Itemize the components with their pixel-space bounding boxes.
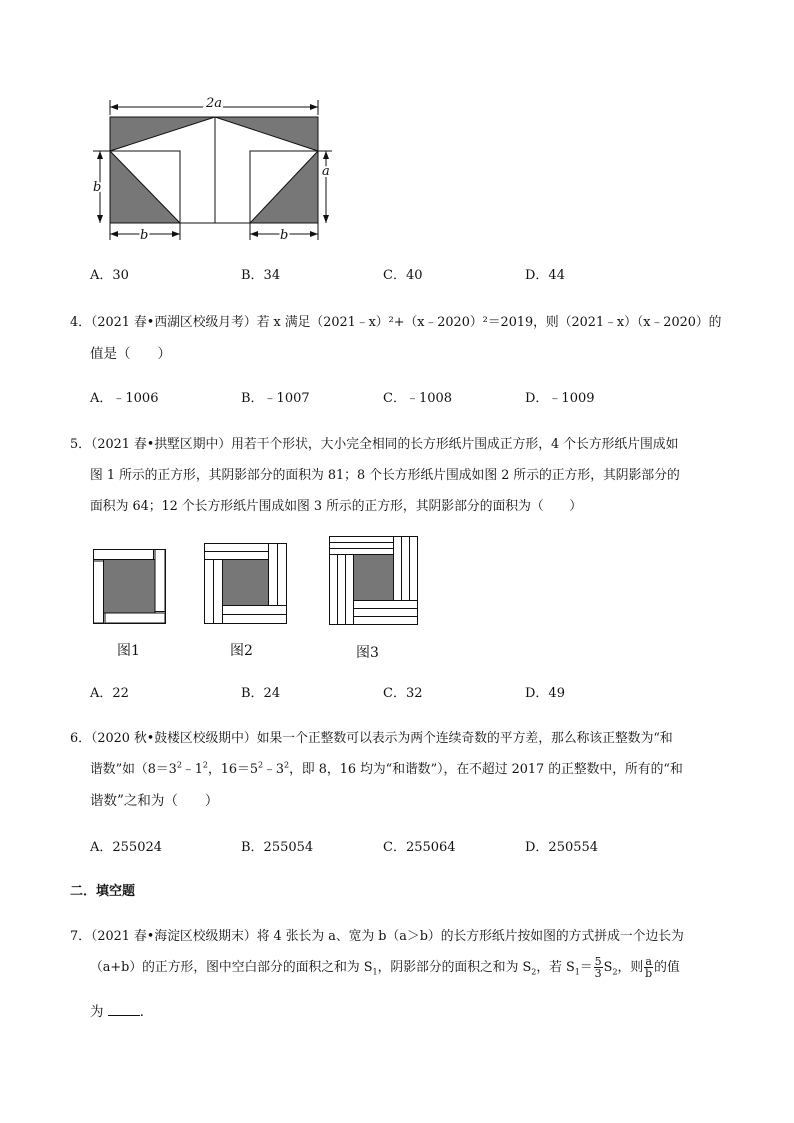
- q6-line3: 谐数”之和为（ ）: [90, 793, 219, 809]
- figure-2-label: 图2: [230, 643, 253, 659]
- q5-option-b[interactable]: B．24: [241, 686, 281, 701]
- q5-option-c[interactable]: C．32: [383, 686, 423, 701]
- q4-option-d[interactable]: D．﹣1009: [525, 391, 595, 406]
- label-2a: 2a: [206, 96, 223, 111]
- q4-option-b[interactable]: B．﹣1007: [241, 391, 310, 406]
- q4-option-c[interactable]: C．﹣1008: [383, 391, 453, 406]
- q7-line2-b: ，阴影部分的面积之和为 S: [377, 960, 532, 975]
- q7-line3-end: ．: [139, 1004, 154, 1020]
- q5-line3: 面积为 64；12 个长方形纸片围成如图 3 所示的正方形，其阴影部分的面积为（ ）: [90, 499, 583, 514]
- q6-line2-d: ﹣3: [263, 762, 285, 777]
- q7-sub-1: 1: [372, 967, 378, 977]
- q5-line2: 图 1 所示的正方形，其阴影部分的面积为 81；8 个长方形纸片围成如图 2 所示的正方形，其阴影部分的: [90, 468, 680, 483]
- q6-option-d[interactable]: D．250554: [525, 840, 599, 855]
- figure-1: [93, 549, 167, 625]
- q7-line3: [90, 1000, 153, 1020]
- section-fill-in-title: 二．填空题: [70, 884, 136, 899]
- label-a: a: [322, 164, 330, 179]
- figure-3-label: 图3: [356, 645, 379, 661]
- q3-option-a[interactable]: A．30: [90, 268, 129, 283]
- q7-sub-3: 1: [574, 967, 580, 977]
- q7-answer-blank[interactable]: [108, 1003, 140, 1016]
- q7-line2: [90, 956, 680, 979]
- q7-line1: 7．（2021 春•海淀区校级期末）将 4 张长为 a、宽为 b（a＞b）的长方形纸片按如图的方式拼成一个边长为: [70, 929, 684, 944]
- q7-frac1-num: 5: [594, 955, 602, 968]
- q5-line1: 5．（2021 春•拱墅区期中）用若干个形状，大小完全相同的长方形纸片围成正方形，4 个长方形纸片围成如: [70, 437, 679, 452]
- q7-fraction-5-3: [594, 956, 603, 979]
- q7-line2-f: ，则: [617, 960, 644, 975]
- q6-sup-4: 2: [284, 760, 290, 770]
- q7-line2-e: S: [603, 960, 613, 975]
- label-b-left: b: [93, 180, 102, 195]
- q7-line2-c: ，若 S: [536, 960, 575, 975]
- q5-option-a[interactable]: A．22: [90, 686, 129, 701]
- q7-frac2-num: a: [645, 955, 652, 968]
- q6-option-b[interactable]: B．255054: [241, 840, 314, 855]
- q6-line2-b: ﹣1: [181, 762, 203, 777]
- q6-sup-2: 2: [202, 760, 208, 770]
- q6-line2-e: ，即 8，16 均为“和谐数”），在不超过 2017 的正整数中，所有的“和: [289, 762, 683, 777]
- rectangle-figure: [88, 95, 348, 245]
- q6-sup-1: 2: [176, 760, 182, 770]
- q3-option-c[interactable]: C．40: [383, 268, 423, 283]
- q6-line2: [90, 758, 683, 777]
- figure-2: [204, 543, 288, 625]
- q3-option-b[interactable]: B．34: [241, 268, 281, 283]
- figure-3: [329, 536, 419, 626]
- q6-sup-3: 2: [257, 760, 264, 770]
- figure-1-label: 图1: [117, 643, 140, 659]
- label-b-bottom1: b: [140, 228, 149, 243]
- q6-line2-a: 谐数”如（8＝3: [90, 762, 177, 777]
- q7-line3-text: 为: [90, 1004, 104, 1020]
- q3-option-d[interactable]: D．44: [525, 268, 565, 283]
- q7-fraction-a-b: [644, 956, 653, 979]
- q7-sub-4: 2: [612, 967, 618, 977]
- q4-line2: 值是（ ）: [90, 346, 171, 362]
- q4-option-a[interactable]: A．﹣1006: [90, 391, 159, 406]
- q5-option-d[interactable]: D．49: [525, 686, 565, 701]
- q6-line1: 6．（2020 秋•鼓楼区校级期中）如果一个正整数可以表示为两个连续奇数的平方差，那么称该正整数为“和: [70, 731, 673, 746]
- label-b-bottom2: b: [280, 228, 289, 243]
- q7-frac2-den: b: [645, 967, 653, 980]
- q7-sub-2: 2: [531, 967, 537, 977]
- q4-line1: 4．（2021 春•西湖区校级月考）若 x 满足（2021﹣x）²+（x﹣2020）²＝2019，则（2021﹣x）（x﹣2020）的: [70, 315, 722, 330]
- q7-frac1-den: 3: [594, 967, 602, 980]
- q6-option-c[interactable]: C．255064: [383, 840, 456, 855]
- q7-line2-a: （a+b）的正方形，图中空白部分的面积之和为 S: [90, 960, 373, 975]
- q7-line2-d: ＝: [579, 960, 593, 975]
- q6-option-a[interactable]: A．255024: [90, 840, 163, 855]
- q6-line2-c: ，16＝5: [207, 762, 258, 777]
- q7-line2-g: 的值: [654, 960, 680, 975]
